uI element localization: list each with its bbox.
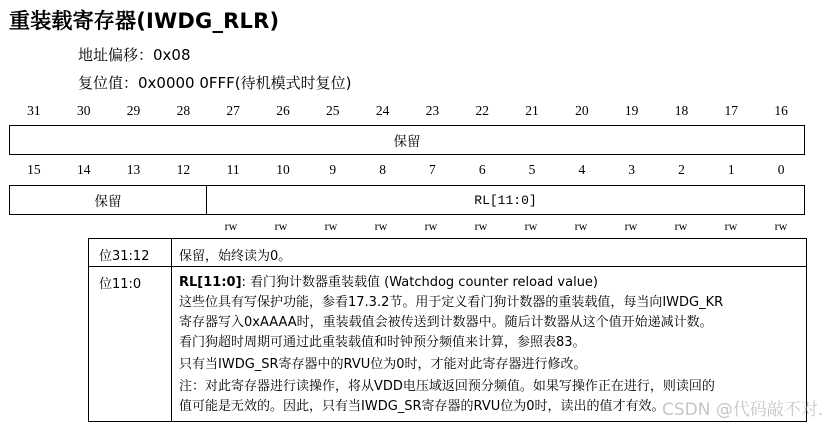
access-type: rw	[424, 219, 438, 233]
address-offset: 地址偏移：0x08	[78, 46, 191, 64]
access-type: rw	[674, 219, 688, 233]
description-line: 看门狗超时周期可通过此重装载值和时钟预分频值来计算，参照表83。	[179, 335, 586, 350]
bit-number: 8	[379, 162, 386, 177]
bit-number: 28	[176, 103, 191, 118]
bit-number: 29	[126, 103, 141, 118]
bit-number: 30	[76, 103, 91, 118]
description-line: 寄存器写入0xAAAA时，重装载值会被传送到计数器中。随后计数器从这个值开始递减计数。	[179, 315, 713, 330]
bit-number: 12	[176, 162, 191, 177]
access-type: rw	[574, 219, 588, 233]
note-line: 值可能是无效的。因此，只有当IWDG_SR寄存器的RVU位为0时，读出的值才有效。	[179, 399, 665, 414]
bit-number: 3	[628, 162, 636, 177]
bit-number: 6	[478, 162, 486, 177]
rl-title-rest: : 看门狗计数器重装载值 (Watchdog counter reload value)	[241, 275, 599, 290]
reserved-field-low	[10, 186, 207, 214]
bit-range-label: 位11:0	[99, 277, 142, 292]
bit-number: 1	[727, 162, 735, 177]
bit-number: 19	[624, 103, 639, 118]
access-type: rw	[374, 219, 388, 233]
access-type: rw	[524, 219, 538, 233]
access-type: rw	[774, 219, 788, 233]
bit-number: 20	[575, 103, 589, 118]
description-line: 这些位具有写保护功能，参看17.3.2节。用于定义看门狗计数器的重装载值，每当向IWDG_KR	[179, 295, 724, 310]
access-type: rw	[724, 219, 738, 233]
watermark: CSDN @代码敲不对.	[662, 400, 824, 420]
access-type: rw	[224, 219, 238, 233]
bit-number: 4	[578, 162, 586, 177]
bit-number: 11	[226, 162, 240, 177]
access-type: rw	[324, 219, 338, 233]
page-title: 重装载寄存器(IWDG_RLR)	[9, 9, 280, 33]
bit-number: 14	[76, 162, 91, 177]
bit-number: 31	[27, 103, 41, 118]
bit-number: 25	[326, 103, 340, 118]
bit-number: 21	[525, 103, 539, 118]
bit-number: 15	[27, 162, 41, 177]
bit-number: 23	[425, 103, 440, 118]
bit-number: 17	[724, 103, 739, 118]
access-type: rw	[274, 219, 288, 233]
bit-range-label: 位31:12	[99, 249, 150, 264]
reserved-label: 保留	[94, 194, 122, 210]
bit-number: 2	[678, 162, 685, 177]
description-line: 只有当IWDG_SR寄存器中的RVU位为0时，才能对此寄存器进行修改。	[179, 357, 587, 372]
bit-number: 5	[528, 162, 536, 177]
reset-value: 复位值：0x0000 0FFF(待机模式时复位)	[78, 74, 352, 92]
bit-number: 13	[126, 162, 141, 177]
bit-numbers-high	[9, 101, 806, 121]
reserved-label: 保留	[393, 134, 421, 150]
bit-number: 18	[674, 103, 689, 118]
access-type: rw	[474, 219, 488, 233]
bit-number: 9	[329, 162, 337, 177]
bit-numbers-low	[9, 160, 806, 180]
column-divider	[171, 239, 172, 421]
bit-number: 16	[774, 103, 788, 118]
register-field-low	[9, 185, 805, 215]
reserved-field-high	[9, 125, 805, 155]
note-line: 注：对此寄存器进行读操作，将从VDD电压域返回预分频值。如果写操作正在进行，则读回的	[179, 379, 715, 394]
rl-field	[207, 193, 804, 208]
bit-number: 0	[777, 162, 785, 177]
bit-number: 24	[375, 103, 390, 118]
bit-number: 27	[226, 103, 240, 118]
bit-number: 10	[276, 162, 290, 177]
bit-number: 7	[429, 162, 436, 177]
rl-field-label: RL[11:0]	[474, 192, 537, 208]
reserved-description: 保留，始终读为0。	[179, 249, 292, 264]
access-type: rw	[624, 219, 638, 233]
bit-number: 22	[475, 103, 489, 118]
access-types	[206, 219, 806, 235]
bit-number: 26	[276, 103, 290, 118]
rl-title-bold: RL[11:0]	[179, 275, 242, 290]
rl-description-title	[179, 273, 805, 293]
